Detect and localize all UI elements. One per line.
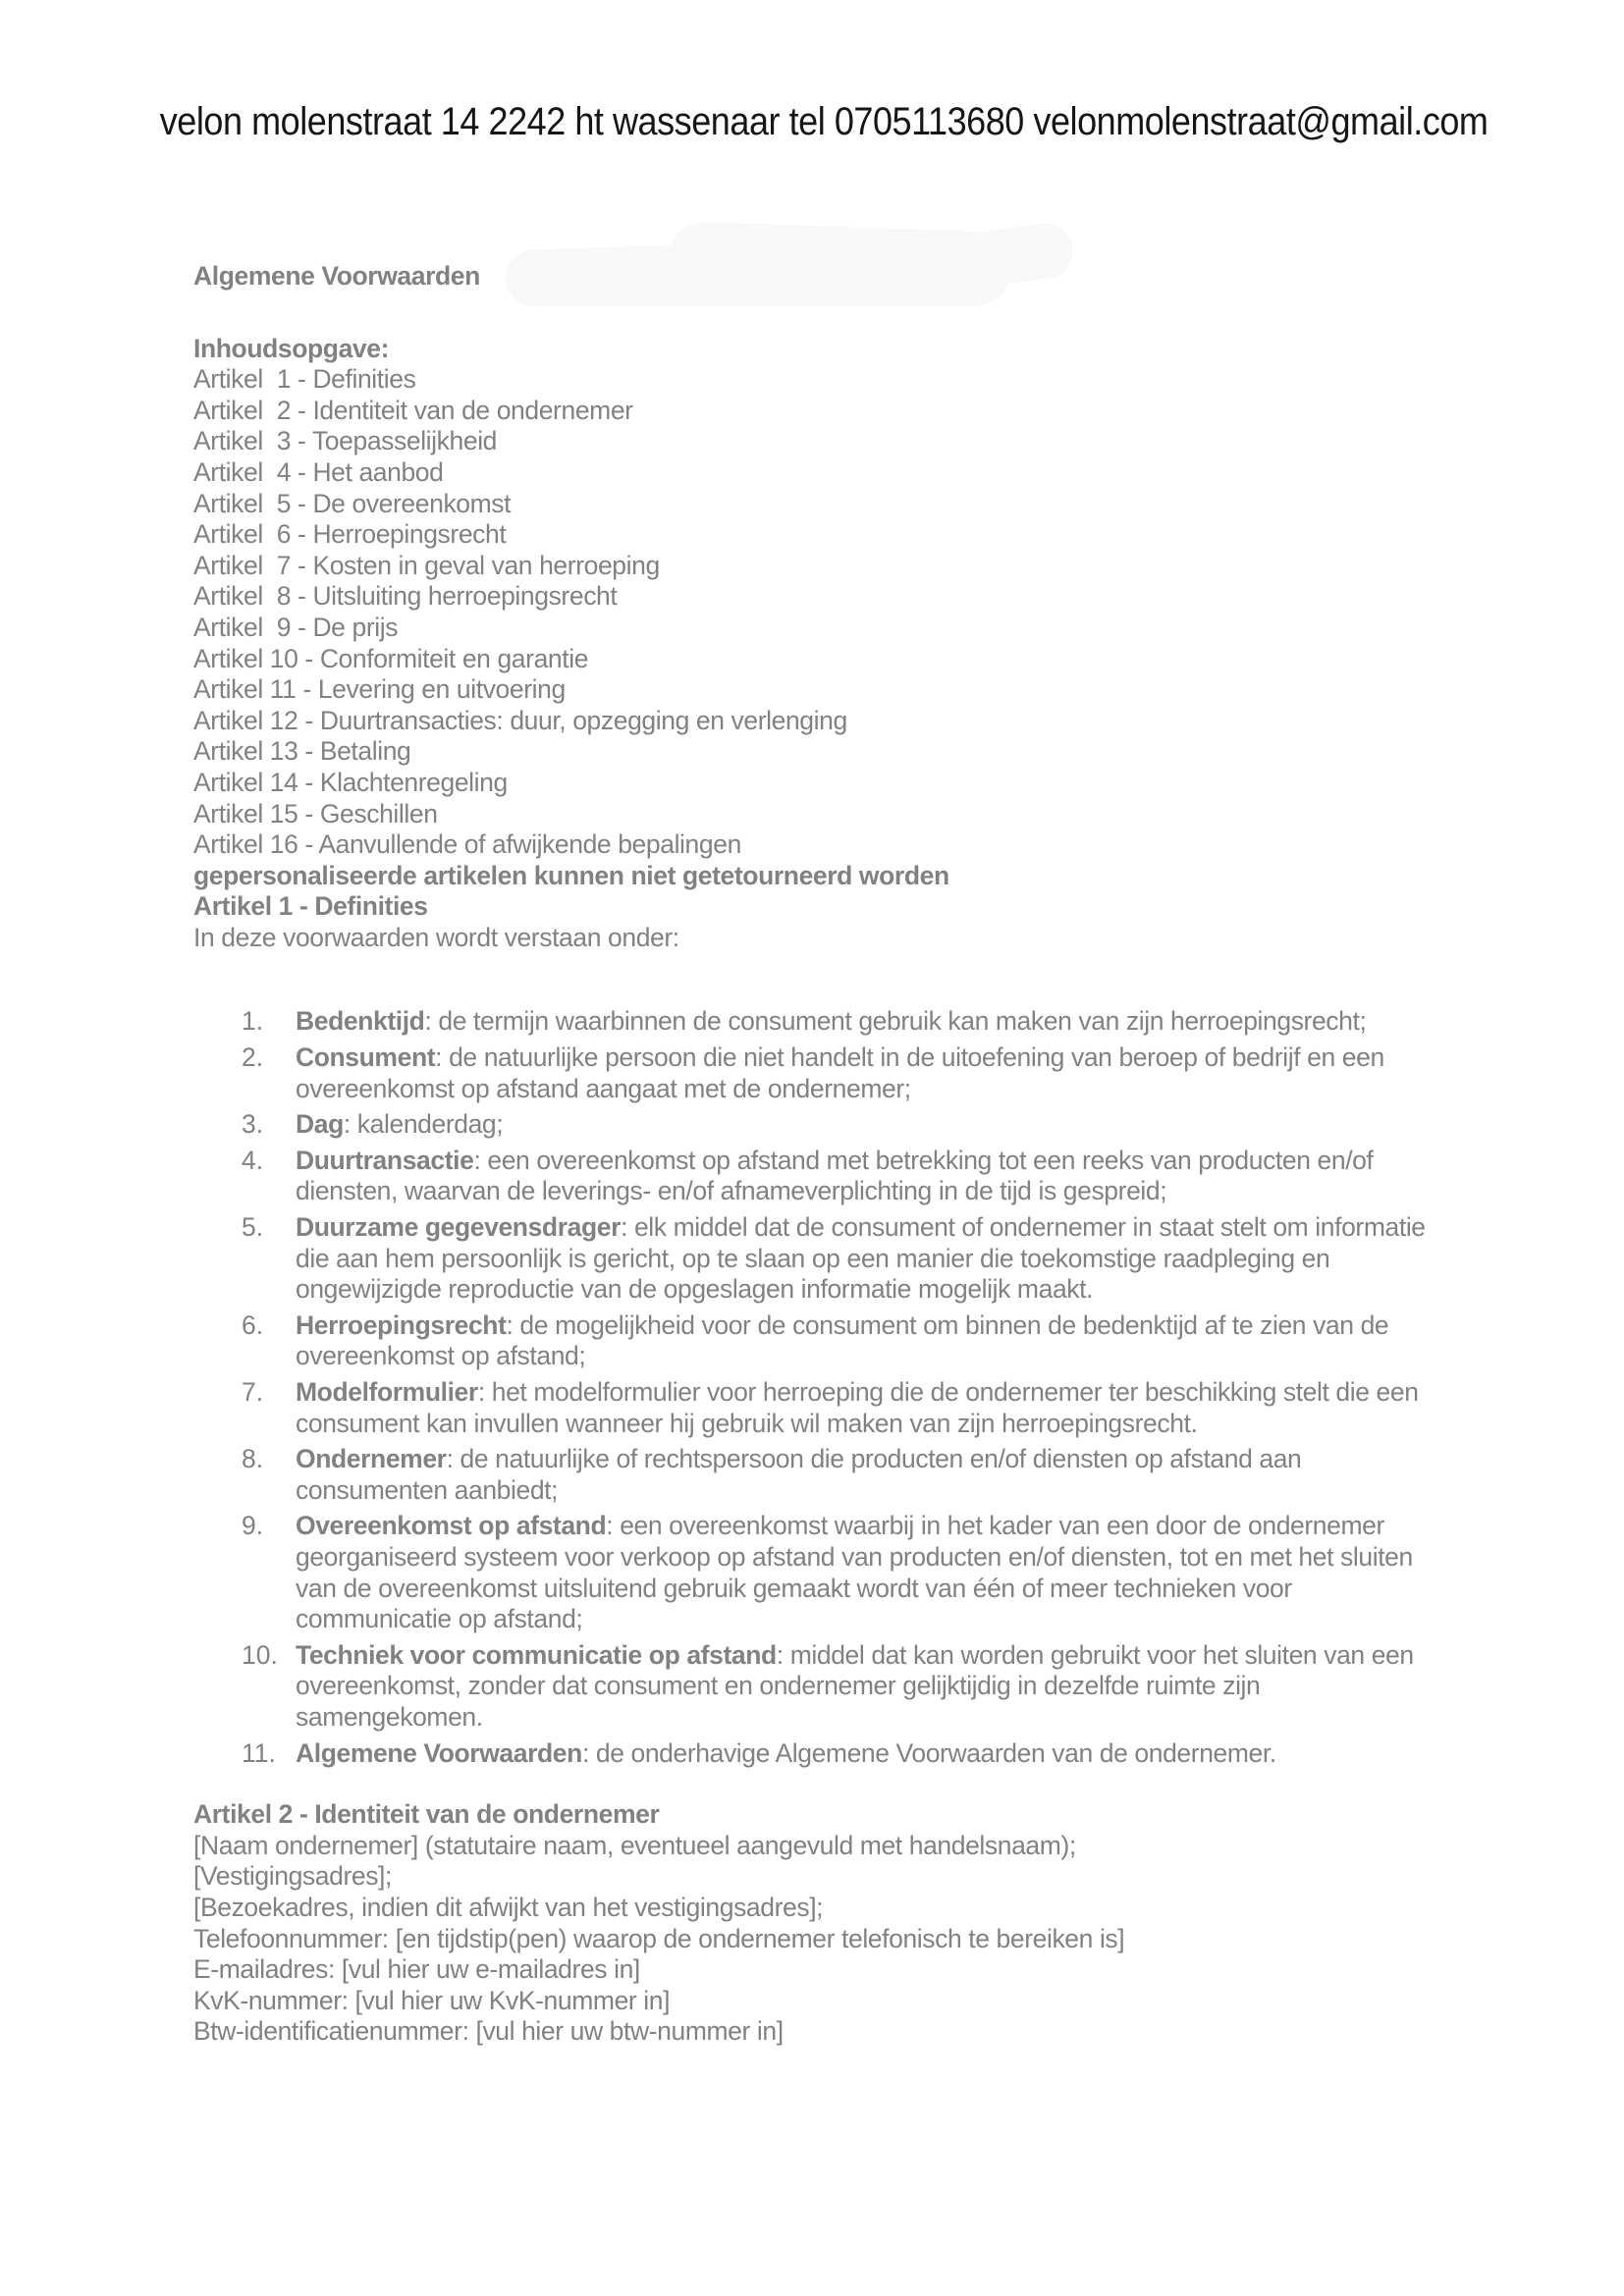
definition-text: : de natuurlijke persoon die niet handelt in de uitoefening van beroep of bedrijf en een overeenkomst op afstand aangaat met de ondernemer; bbox=[296, 1042, 1384, 1103]
definition-item bbox=[296, 1444, 1429, 1506]
toc-entry: Artikel 10 - Conformiteit en garantie bbox=[193, 643, 589, 673]
toc-entry: Artikel 15 - Geschillen bbox=[193, 798, 438, 828]
definition-text: : een overeenkomst waarbij in het kader van een door de ondernemer georganiseerd systeem voor verkoop op afstand van producten en/of diensten, tot en met het sluiten van de overeenkomst uitsluitend gebruik gemaakt wordt van één of meer technieken voor communicatie op afstand; bbox=[296, 1511, 1413, 1634]
toc-entry: Artikel 16 - Aanvullende of afwijkende bepalingen bbox=[193, 829, 741, 860]
article-2-heading: Artikel 2 - Identiteit van de ondernemer bbox=[193, 1799, 660, 1830]
definition-item bbox=[296, 1640, 1429, 1734]
definition-item bbox=[296, 1042, 1429, 1104]
toc-entry: Artikel 9 - De prijs bbox=[193, 612, 399, 642]
toc-entry: Artikel 2 - Identiteit van de ondernemer bbox=[193, 395, 633, 425]
toc-heading: Inhoudsopgave: bbox=[193, 333, 390, 363]
article-2-line: Btw-identificatienummer: [vul hier uw btw-nummer in] bbox=[193, 2016, 784, 2047]
definition-term: Bedenktijd bbox=[296, 1006, 425, 1037]
definition-item bbox=[296, 1377, 1429, 1439]
article-1-intro: In deze voorwaarden wordt verstaan onder: bbox=[193, 922, 679, 952]
definition-term: Overeenkomst op afstand bbox=[296, 1511, 607, 1541]
definition-term: Dag bbox=[296, 1109, 344, 1140]
definition-item bbox=[296, 1109, 1429, 1141]
definition-term: Algemene Voorwaarden bbox=[296, 1737, 582, 1768]
letterhead bbox=[0, 98, 1624, 145]
article-2-line: Telefoonnummer: [en tijdstip(pen) waarop de ondernemer telefonisch te bereiken is] bbox=[193, 1923, 1125, 1953]
definition-text: : kalenderdag; bbox=[343, 1109, 504, 1140]
definition-text: : de natuurlijke of rechtspersoon die producten en/of diensten op afstand aan consumenten aanbiedt; bbox=[296, 1444, 1302, 1505]
toc-entry: Artikel 8 - Uitsluiting herroepingsrecht bbox=[193, 581, 618, 612]
definition-item bbox=[296, 1511, 1429, 1634]
definition-item bbox=[296, 1310, 1429, 1372]
definition-item bbox=[296, 1738, 1429, 1770]
article-2-line: [Vestigingsadres]; bbox=[193, 1861, 392, 1892]
article-2-line: KvK-nummer: [vul hier uw KvK-nummer in] bbox=[193, 1985, 671, 2015]
toc-entry: Artikel 12 - Duurtransacties: duur, opzegging en verlenging bbox=[193, 705, 847, 735]
article-2-line: [Naam ondernemer] (statutaire naam, eventueel aangevuld met handelsnaam); bbox=[193, 1830, 1076, 1860]
definition-term: Herroepingsrecht bbox=[296, 1309, 507, 1340]
definition-term: Ondernemer bbox=[296, 1444, 447, 1474]
toc-entry: Artikel 5 - De overeenkomst bbox=[193, 488, 512, 518]
toc-entry: Artikel 4 - Het aanbod bbox=[193, 456, 444, 487]
definition-item bbox=[296, 1146, 1429, 1207]
definition-text: : de mogelijkheid voor de consument om binnen de bedenktijd af te zien van de overeenkomst op afstand; bbox=[296, 1309, 1389, 1371]
definition-term: Duurtransactie bbox=[296, 1145, 474, 1175]
definition-term: Modelformulier bbox=[296, 1377, 478, 1407]
letterhead-text: velon molenstraat 14 2242 ht wassenaar tel 0705113680 velonmolenstraat@gmail.com bbox=[160, 100, 1489, 143]
article-2-line: [Bezoekadres, indien dit afwijkt van het vestigingsadres]; bbox=[193, 1892, 824, 1922]
definition-text: : een overeenkomst op afstand met betrekking tot een reeks van producten en/of diensten, waarvan de leverings- en/of afnameverplichting in de tijd is gespreid; bbox=[296, 1145, 1374, 1206]
definition-item bbox=[296, 1006, 1429, 1038]
toc-entry: Artikel 3 - Toepasselijkheid bbox=[193, 426, 498, 456]
definitions-list bbox=[193, 1006, 1429, 1769]
article-2-body bbox=[193, 1831, 1429, 2048]
definition-text: : het modelformulier voor herroeping die de ondernemer ter beschikking stelt die een consument kan invullen wanneer hij gebruik wil maken van zijn herroepingsrecht. bbox=[296, 1377, 1419, 1438]
personalized-items-notice: gepersonaliseerde artikelen kunnen niet getetourneerd worden bbox=[193, 860, 949, 890]
definition-text: : de termijn waarbinnen de consument gebruik kan maken van zijn herroepingsrecht; bbox=[424, 1006, 1367, 1037]
toc-entry: Artikel 14 - Klachtenregeling bbox=[193, 767, 508, 797]
definition-text: : middel dat kan worden gebruikt voor het sluiten van een overeenkomst, zonder dat consument en ondernemer gelijktijdig in dezelfde ruimte zijn samengekomen. bbox=[296, 1639, 1414, 1732]
toc-entry: Artikel 1 - Definities bbox=[193, 364, 416, 395]
definition-term: Consument bbox=[296, 1042, 436, 1073]
article-1-heading: Artikel 1 - Definities bbox=[193, 891, 428, 922]
definition-item bbox=[296, 1212, 1429, 1306]
definition-term: Duurzame gegevensdrager bbox=[296, 1212, 622, 1243]
table-of-contents bbox=[193, 364, 1429, 861]
definition-text: : de onderhavige Algemene Voorwaarden van de ondernemer. bbox=[581, 1737, 1276, 1768]
toc-entry: Artikel 6 - Herroepingsrecht bbox=[193, 519, 507, 550]
page-title: Algemene Voorwaarden bbox=[193, 261, 480, 291]
toc-entry: Artikel 7 - Kosten in geval van herroeping bbox=[193, 550, 660, 580]
document-body bbox=[193, 261, 1429, 2048]
toc-entry: Artikel 11 - Levering en uitvoering bbox=[193, 674, 566, 705]
toc-entry: Artikel 13 - Betaling bbox=[193, 736, 411, 767]
definition-text: : elk middel dat de consument of ondernemer in staat stelt om informatie die aan hem persoonlijk is gericht, op te slaan op een manier die toekomstige raadpleging en ongewijzigde reproductie van de opgeslagen informatie mogelijk maakt. bbox=[296, 1212, 1426, 1305]
article-2-line: E-mailadres: [vul hier uw e-mailadres in] bbox=[193, 1954, 640, 1985]
definition-term: Techniek voor communicatie op afstand bbox=[296, 1639, 777, 1670]
